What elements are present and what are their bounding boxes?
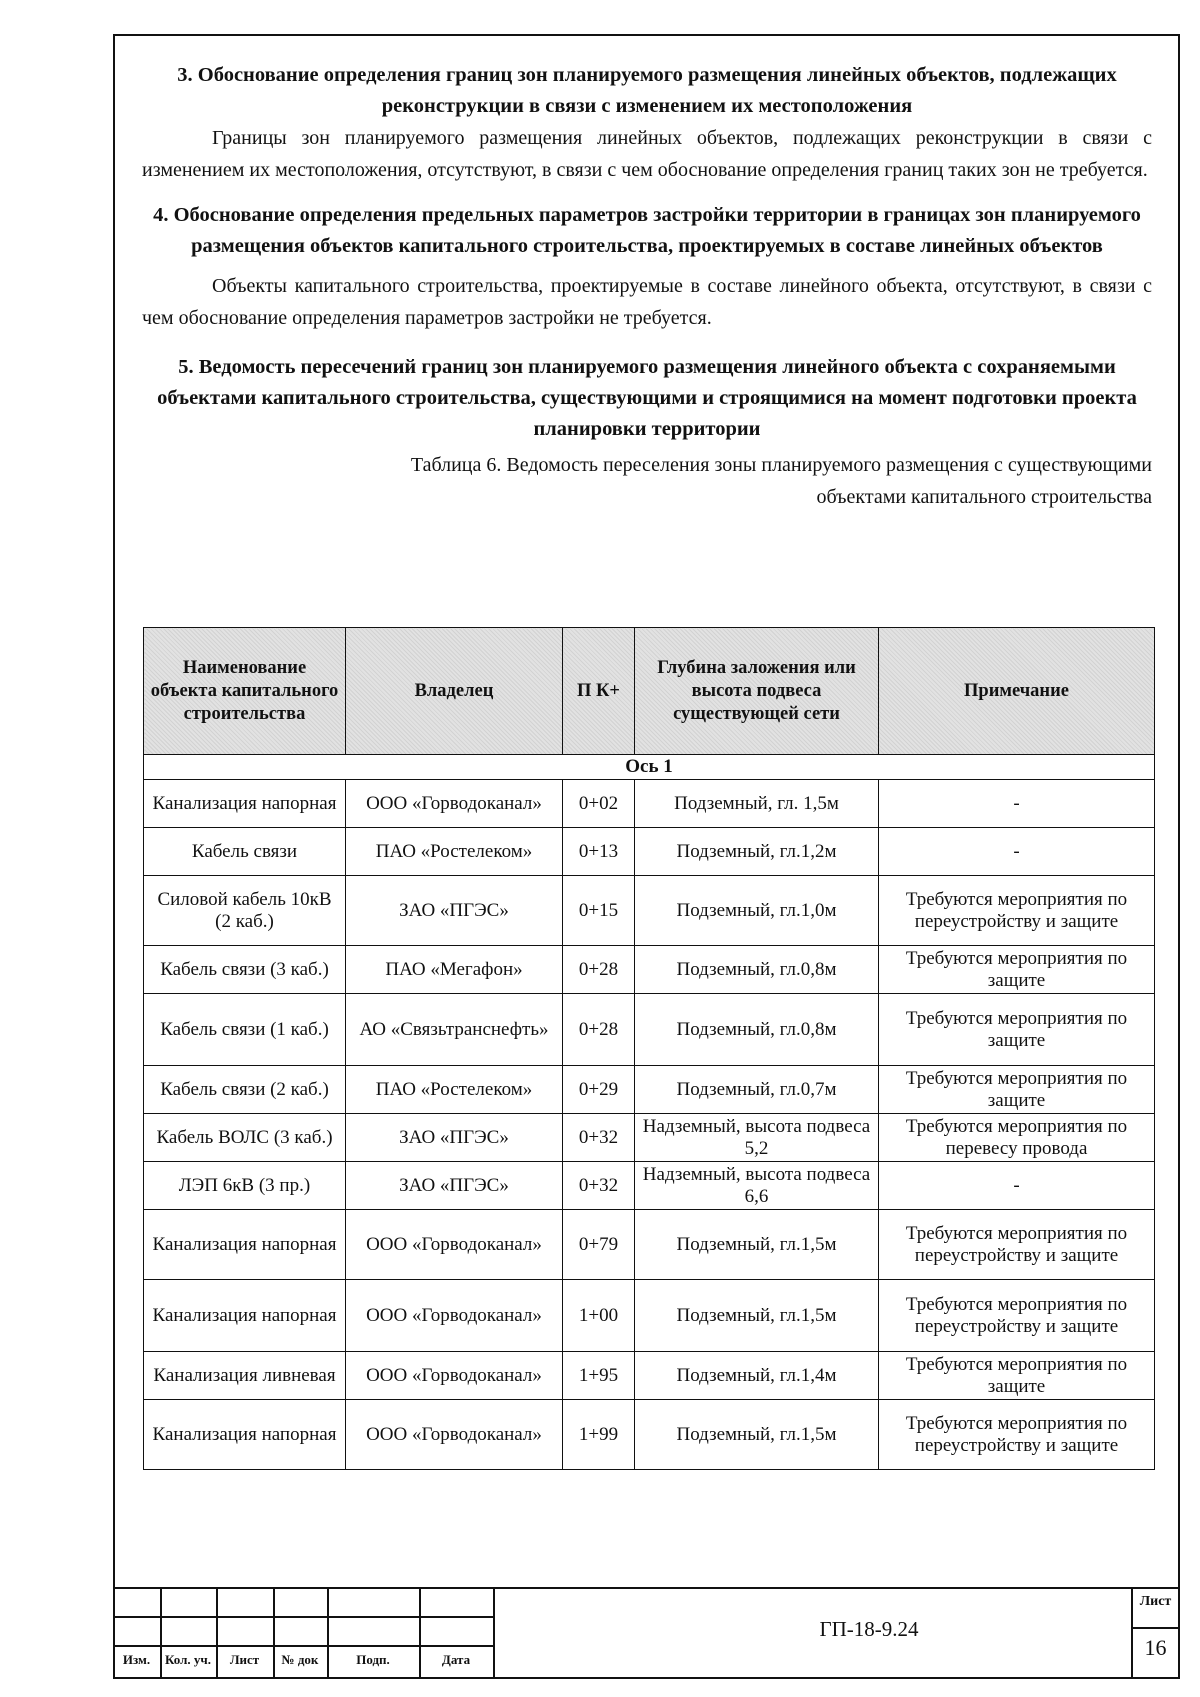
cell-object-name: Кабель связи (3 каб.) [144,946,346,994]
cell-note: Требуются мероприятия по переустройству и защите [879,876,1155,946]
stamp-label-list: Лист [229,1652,260,1667]
stamp-label-podp: Подп. [356,1652,390,1667]
cell-object-name: Кабель связи (1 каб.) [144,994,346,1066]
document-number: ГП-18-9.24 [819,1617,919,1641]
cell-object-name: Канализация напорная [144,780,346,828]
table-row [144,1352,1155,1400]
cell-picket: 0+02 [563,780,635,828]
cell-object-name: Канализация ливневая [144,1352,346,1400]
stamp-label-doc-no: № док [281,1652,319,1667]
cell-object-name: ЛЭП 6кВ (3 пр.) [144,1162,346,1210]
cell-picket: 0+29 [563,1066,635,1114]
cell-picket: 1+99 [563,1400,635,1470]
cell-object-name: Канализация напорная [144,1210,346,1280]
cell-object-name: Кабель связи [144,828,346,876]
cell-depth: Подземный, гл.1,5м [635,1400,879,1470]
table-header-row [144,628,1155,755]
cell-owner: ПАО «Ростелеком» [346,828,563,876]
cell-depth: Подземный, гл.0,8м [635,994,879,1066]
table-row [144,946,1155,994]
cell-owner: ПАО «Ростелеком» [346,1066,563,1114]
cell-depth: Надземный, высота подвеса 6,6 [635,1162,879,1210]
cell-note: Требуются мероприятия по переустройству и защите [879,1210,1155,1280]
table-row [144,780,1155,828]
stamp-label-kol-uch: Кол. уч. [165,1652,211,1667]
cell-depth: Подземный, гл.1,0м [635,876,879,946]
cell-owner: ООО «Горводоканал» [346,780,563,828]
cell-owner: АО «Связьтранснефть» [346,994,563,1066]
table-row [144,1066,1155,1114]
cell-owner: ЗАО «ПГЭС» [346,1162,563,1210]
table-row [144,1162,1155,1210]
header-note: Примечание [879,628,1155,755]
cell-object-name: Кабель связи (2 каб.) [144,1066,346,1114]
crossings-table [143,627,1155,1470]
table-row [144,876,1155,946]
cell-note: Требуются мероприятия по защите [879,1352,1155,1400]
table-row [144,1280,1155,1352]
cell-picket: 0+13 [563,828,635,876]
table-row [144,828,1155,876]
sheet-label: Лист [1139,1594,1172,1609]
cell-note: - [879,1162,1155,1210]
sheet-number: 16 [1144,1635,1167,1660]
cell-note: Требуются мероприятия по защите [879,994,1155,1066]
header-owner: Владелец [346,628,563,755]
cell-depth: Подземный, гл.1,2м [635,828,879,876]
table-caption-line1: Таблица 6. Ведомость переселения зоны планируемого размещения с существующими [410,454,1152,476]
cell-picket: 0+28 [563,946,635,994]
cell-depth: Подземный, гл.0,7м [635,1066,879,1114]
cell-note: Требуются мероприятия по переустройству и защите [879,1400,1155,1470]
cell-note: Требуются мероприятия по защите [879,1066,1155,1114]
table-row [144,1400,1155,1470]
header-depth: Глубина заложения или высота подвеса существующей сети [635,628,879,755]
cell-picket: 0+15 [563,876,635,946]
cell-owner: ООО «Горводоканал» [346,1352,563,1400]
cell-picket: 0+79 [563,1210,635,1280]
cell-note: - [879,780,1155,828]
cell-owner: ООО «Горводоканал» [346,1280,563,1352]
section-4-text: Объекты капитального строительства, проектируемые в составе линейного объекта, отсутствуют, в связи с чем обоснование определения параметров застройки не требуется. [142,275,1152,329]
axis-row [144,755,1155,780]
table-row [144,1114,1155,1162]
table-row [144,994,1155,1066]
section-5-heading: 5. Ведомость пересечений границ зон планируемого размещения линейного объекта с сохраняемыми объектами капитального строительства, существующими и строящимися на момент подготовки проекта планировки территории [157,356,1137,440]
section-3-text: Границы зон планируемого размещения линейных объектов, подлежащих реконструкции в связи с изменением их местоположения, отсутствуют, в связи с чем обоснование определения границ таких зон не требуется. [142,127,1152,181]
cell-object-name: Силовой кабель 10кВ (2 каб.) [144,876,346,946]
cell-note: - [879,828,1155,876]
cell-picket: 0+32 [563,1162,635,1210]
stamp-label-date: Дата [441,1652,471,1667]
cell-picket: 1+00 [563,1280,635,1352]
cell-picket: 0+32 [563,1114,635,1162]
section-4-heading: 4. Обоснование определения предельных параметров застройки территории в границах зон планируемого размещения объектов капитального строительства, проектируемых в составе линейных объектов [153,204,1141,257]
cell-owner: ЗАО «ПГЭС» [346,1114,563,1162]
cell-note: Требуются мероприятия по переустройству и защите [879,1280,1155,1352]
cell-depth: Подземный, гл.1,5м [635,1210,879,1280]
table-caption-line2: объектами капитального строительства [816,486,1152,508]
cell-object-name: Канализация напорная [144,1400,346,1470]
table-caption [142,449,1152,513]
section-3-heading: 3. Обоснование определения границ зон планируемого размещения линейных объектов, подлежащих реконструкции в связи с изменением их местоположения [177,64,1117,117]
header-object-name: Наименование объекта капитального строительства [144,628,346,755]
cell-depth: Подземный, гл.0,8м [635,946,879,994]
cell-picket: 0+28 [563,994,635,1066]
table-row [144,1210,1155,1280]
cell-depth: Подземный, гл.1,5м [635,1280,879,1352]
cell-object-name: Канализация напорная [144,1280,346,1352]
cell-owner: ЗАО «ПГЭС» [346,876,563,946]
cell-depth: Подземный, гл. 1,5м [635,780,879,828]
cell-note: Требуются мероприятия по защите [879,946,1155,994]
document-body [142,60,1152,513]
axis-label: Ось 1 [144,755,1155,780]
cell-depth: Подземный, гл.1,4м [635,1352,879,1400]
cell-owner: ООО «Горводоканал» [346,1400,563,1470]
cell-owner: ООО «Горводоканал» [346,1210,563,1280]
cell-picket: 1+95 [563,1352,635,1400]
cell-note: Требуются мероприятия по перевесу провода [879,1114,1155,1162]
header-picket: П К+ [563,628,635,755]
cell-object-name: Кабель ВОЛС (3 каб.) [144,1114,346,1162]
cell-depth: Надземный, высота подвеса 5,2 [635,1114,879,1162]
stamp-label-izm: Изм. [122,1652,151,1667]
cell-owner: ПАО «Мегафон» [346,946,563,994]
title-block-stamp [113,1587,1180,1679]
